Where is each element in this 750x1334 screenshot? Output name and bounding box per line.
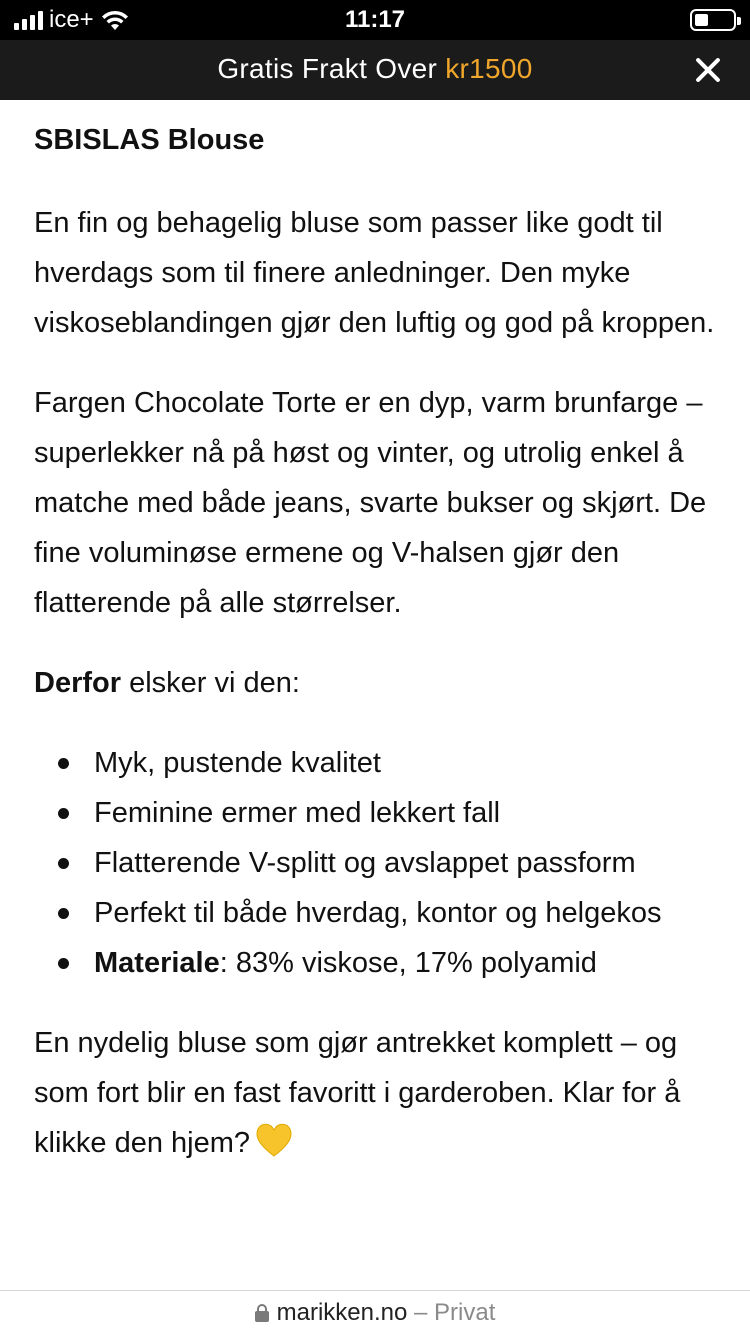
- closing-text: En nydelig bluse som gjør antrekket komplett – og som fort blir en fast favoritt i garderoben. Klar for å klikke den hjem?: [34, 1027, 681, 1159]
- product-title: SBISLAS Blouse: [34, 124, 265, 156]
- description-paragraph-2: Fargen Chocolate Torte er en dyp, varm brunfarge – superlekker nå på høst og vinter, og utrolig enkel å matche med både jeans, svarte bukser og skjørt. De fine voluminøse ermene og V-halsen gjør den flatterende på alle størrelser.: [34, 387, 707, 619]
- material-label: Materiale: [94, 947, 220, 979]
- address-bar[interactable]: [0, 1290, 750, 1334]
- material-value: : 83% viskose, 17% polyamid: [219, 947, 597, 979]
- promo-amount: kr1500: [445, 53, 533, 84]
- reasons-bold: Derfor: [34, 667, 122, 699]
- browsing-mode: Privat: [434, 1299, 496, 1326]
- list-item: Myk, pustende kvalitet: [34, 738, 724, 788]
- status-bar: [0, 0, 750, 40]
- promo-banner: [0, 40, 750, 100]
- lock-icon: [255, 1304, 269, 1322]
- close-icon[interactable]: [694, 56, 722, 84]
- reasons-rest: elsker vi den:: [121, 667, 300, 699]
- product-description: [34, 118, 724, 1198]
- list-item: Perfekt til både hverdag, kontor og helgekos: [34, 888, 724, 938]
- promo-text: [0, 53, 750, 85]
- closing-paragraph: [34, 1018, 724, 1168]
- promo-label: Gratis Frakt Over: [217, 53, 438, 84]
- url-separator: –: [407, 1299, 435, 1326]
- battery-icon: [690, 9, 736, 31]
- reasons-heading: [34, 658, 724, 708]
- description-paragraph-1: En fin og behagelig bluse som passer like godt til hverdags som til finere anledninger. Den myke viskoseblandingen gjør den luftig og god på kroppen.: [34, 207, 715, 339]
- list-item: Flatterende V-splitt og avslappet passform: [34, 838, 724, 888]
- url-domain: marikken.no: [276, 1299, 408, 1326]
- features-list: [34, 738, 724, 988]
- clock: 11:17: [344, 6, 406, 33]
- carrier-name: ice+: [49, 6, 94, 33]
- list-item: Feminine ermer med lekkert fall: [34, 788, 724, 838]
- list-item-material: [34, 938, 724, 988]
- yellow-heart-icon: [254, 1120, 294, 1160]
